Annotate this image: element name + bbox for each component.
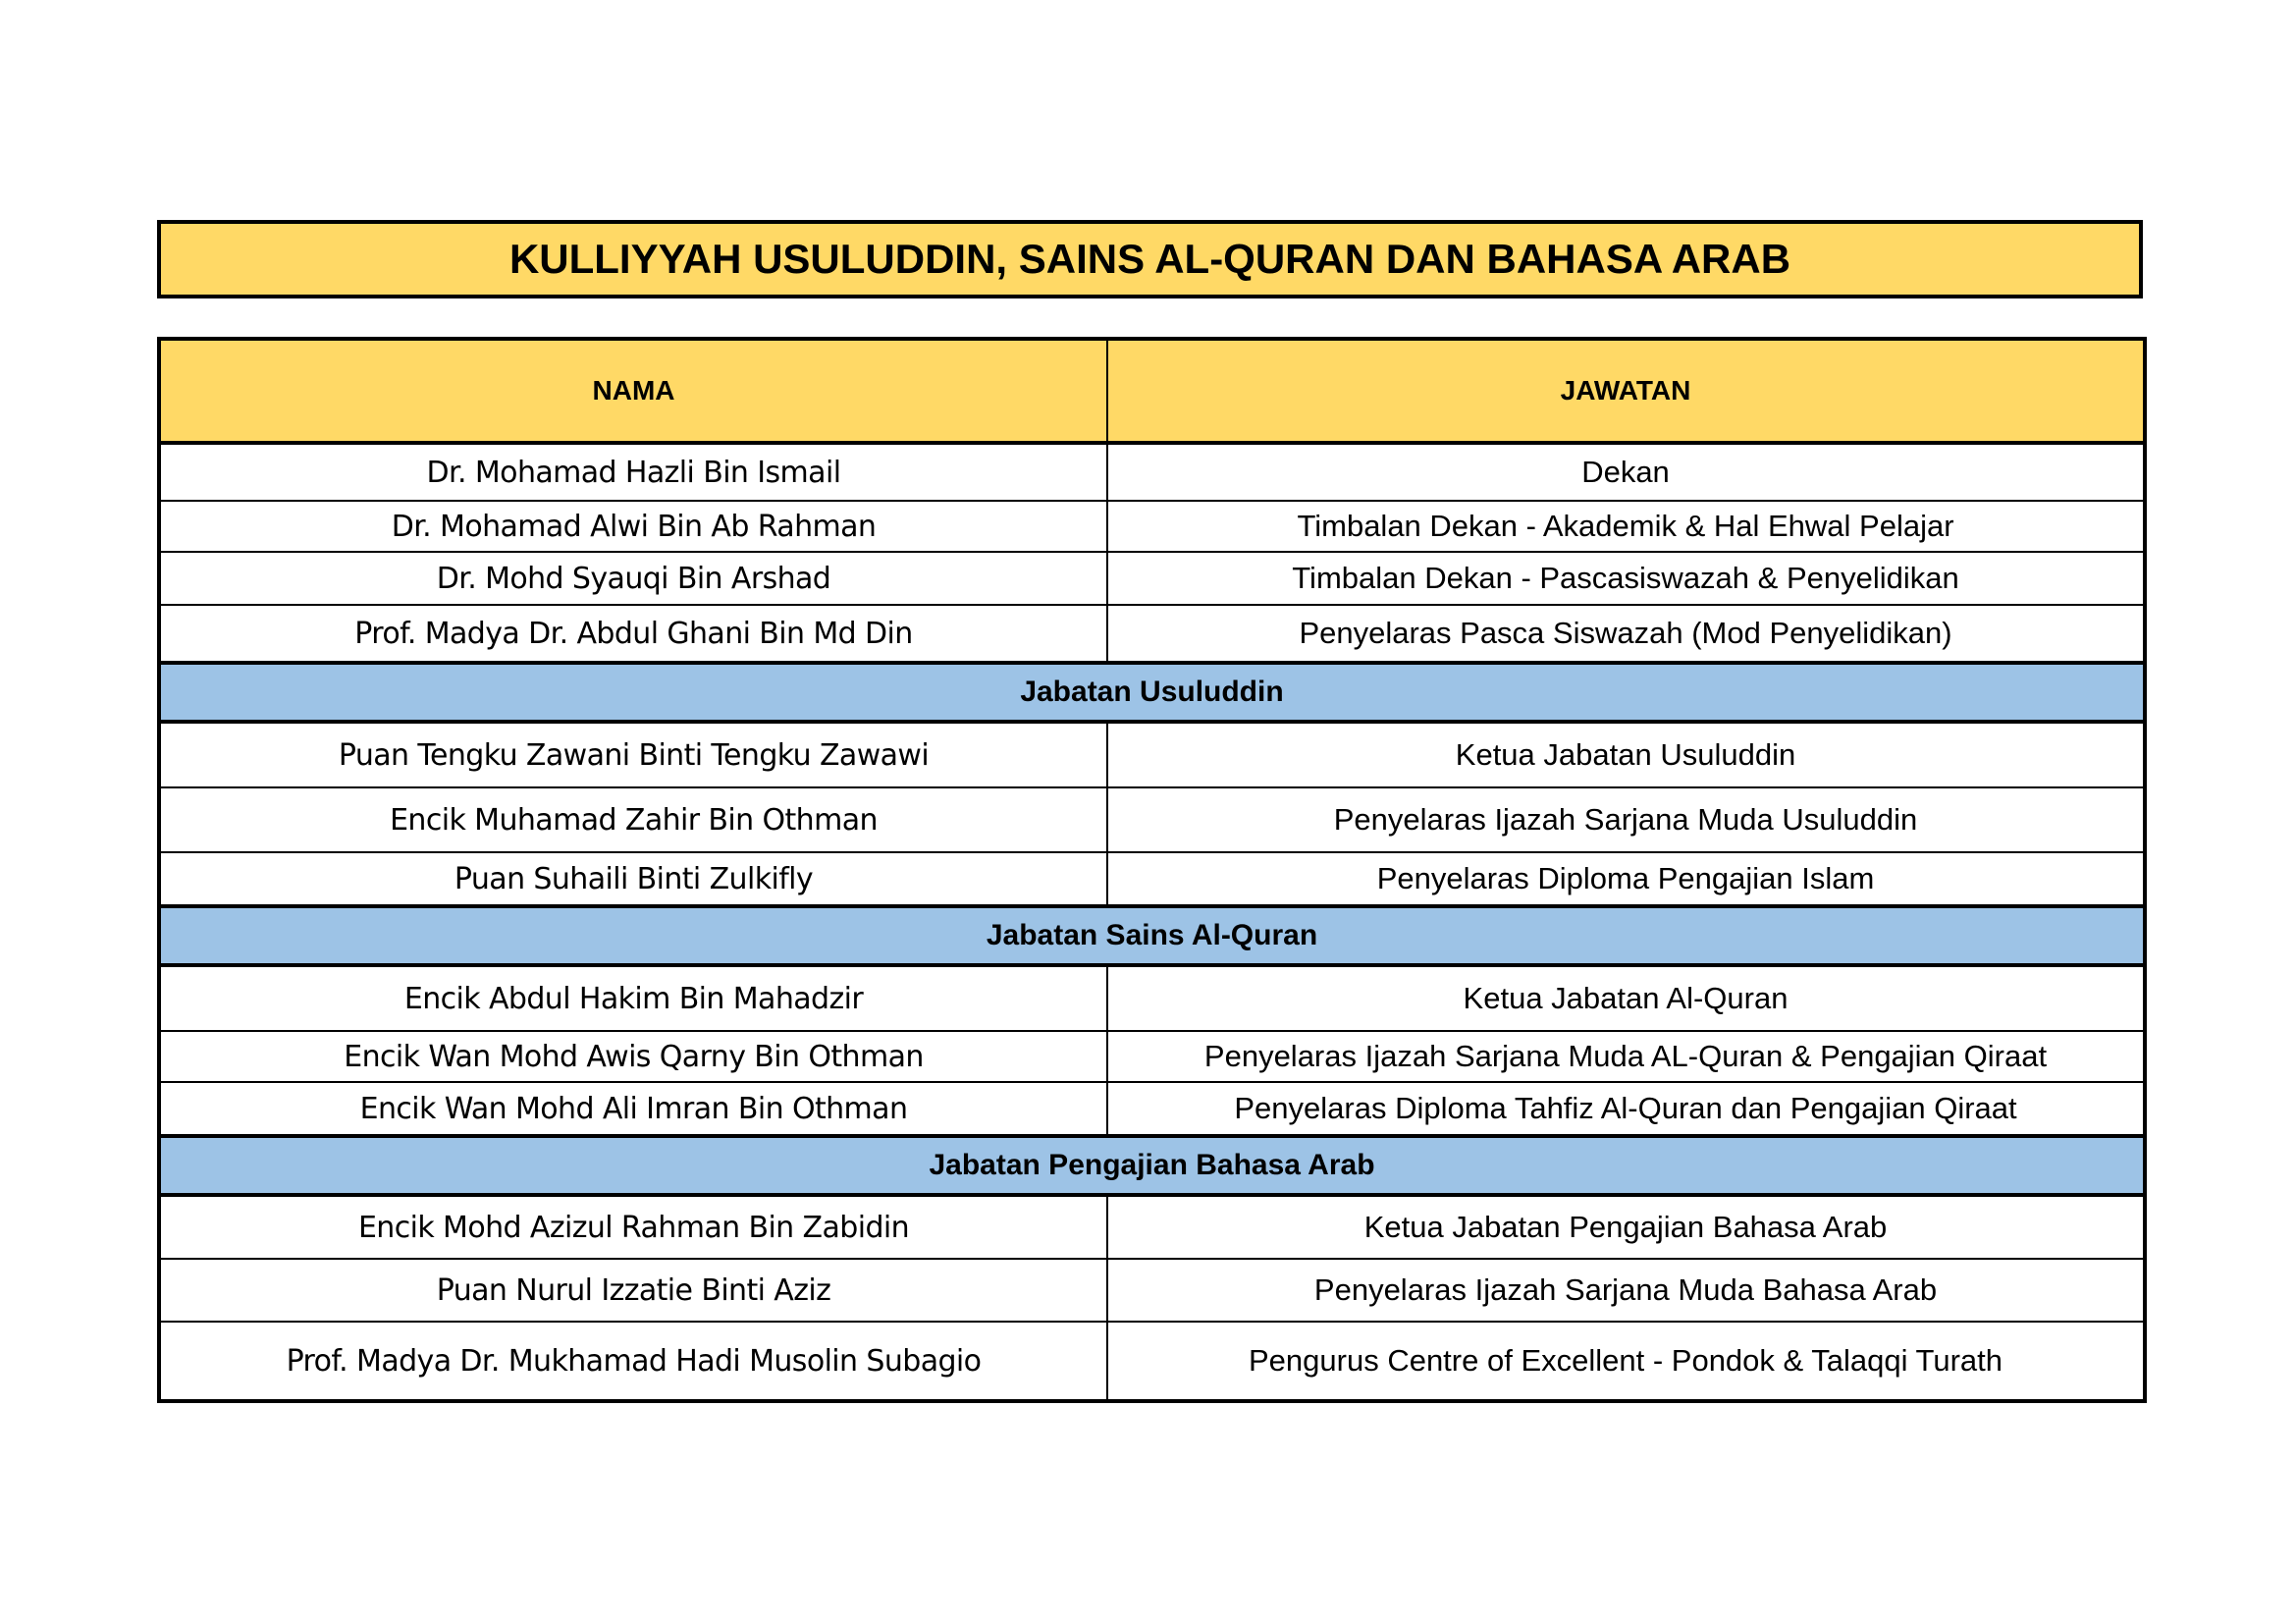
table-row <box>159 787 2145 852</box>
staff-table <box>157 337 2147 1403</box>
staff-name: Dr. Mohamad Hazli Bin Ismail <box>159 443 1107 501</box>
table-row <box>159 1031 2145 1082</box>
column-header-name: NAMA <box>159 339 1107 443</box>
staff-name: Encik Wan Mohd Ali Imran Bin Othman <box>159 1082 1107 1136</box>
staff-name: Puan Nurul Izzatie Binti Aziz <box>159 1259 1107 1322</box>
staff-role: Ketua Jabatan Usuluddin <box>1107 722 2145 787</box>
table-row <box>159 722 2145 787</box>
title-banner <box>157 220 2143 298</box>
staff-name: Encik Abdul Hakim Bin Mahadzir <box>159 965 1107 1031</box>
section-row-sains-al-quran <box>159 906 2145 965</box>
staff-role: Timbalan Dekan - Pascasiswazah & Penyelidikan <box>1107 552 2145 605</box>
staff-name: Encik Mohd Azizul Rahman Bin Zabidin <box>159 1195 1107 1259</box>
staff-role: Penyelaras Pasca Siswazah (Mod Penyelidikan) <box>1107 605 2145 663</box>
staff-name: Encik Muhamad Zahir Bin Othman <box>159 787 1107 852</box>
table-row <box>159 443 2145 501</box>
staff-name: Dr. Mohamad Alwi Bin Ab Rahman <box>159 501 1107 552</box>
column-header-role: JAWATAN <box>1107 339 2145 443</box>
table-row <box>159 852 2145 906</box>
table-row <box>159 501 2145 552</box>
table-row <box>159 605 2145 663</box>
section-title: Jabatan Pengajian Bahasa Arab <box>159 1136 2145 1195</box>
staff-role: Penyelaras Diploma Pengajian Islam <box>1107 852 2145 906</box>
staff-role: Ketua Jabatan Al-Quran <box>1107 965 2145 1031</box>
table-row <box>159 965 2145 1031</box>
section-row-usuluddin <box>159 663 2145 722</box>
staff-name: Puan Suhaili Binti Zulkifly <box>159 852 1107 906</box>
staff-name: Puan Tengku Zawani Binti Tengku Zawawi <box>159 722 1107 787</box>
table-row <box>159 552 2145 605</box>
table-row <box>159 1195 2145 1259</box>
staff-role: Penyelaras Ijazah Sarjana Muda AL-Quran & Pengajian Qiraat <box>1107 1031 2145 1082</box>
table-row <box>159 1082 2145 1136</box>
staff-role: Ketua Jabatan Pengajian Bahasa Arab <box>1107 1195 2145 1259</box>
page-title: KULLIYYAH USULUDDIN, SAINS AL-QURAN DAN BAHASA ARAB <box>508 236 1791 282</box>
staff-role: Penyelaras Ijazah Sarjana Muda Usuluddin <box>1107 787 2145 852</box>
staff-role: Dekan <box>1107 443 2145 501</box>
section-title: Jabatan Usuluddin <box>159 663 2145 722</box>
staff-name: Dr. Mohd Syauqi Bin Arshad <box>159 552 1107 605</box>
table-row <box>159 1322 2145 1401</box>
staff-name: Prof. Madya Dr. Abdul Ghani Bin Md Din <box>159 605 1107 663</box>
section-row-bahasa-arab <box>159 1136 2145 1195</box>
section-title: Jabatan Sains Al-Quran <box>159 906 2145 965</box>
staff-role: Pengurus Centre of Excellent - Pondok & Talaqqi Turath <box>1107 1322 2145 1401</box>
table-row <box>159 1259 2145 1322</box>
table-header-row <box>159 339 2145 443</box>
staff-role: Penyelaras Diploma Tahfiz Al-Quran dan Pengajian Qiraat <box>1107 1082 2145 1136</box>
staff-role: Penyelaras Ijazah Sarjana Muda Bahasa Arab <box>1107 1259 2145 1322</box>
staff-name: Prof. Madya Dr. Mukhamad Hadi Musolin Subagio <box>159 1322 1107 1401</box>
staff-name: Encik Wan Mohd Awis Qarny Bin Othman <box>159 1031 1107 1082</box>
staff-role: Timbalan Dekan - Akademik & Hal Ehwal Pelajar <box>1107 501 2145 552</box>
